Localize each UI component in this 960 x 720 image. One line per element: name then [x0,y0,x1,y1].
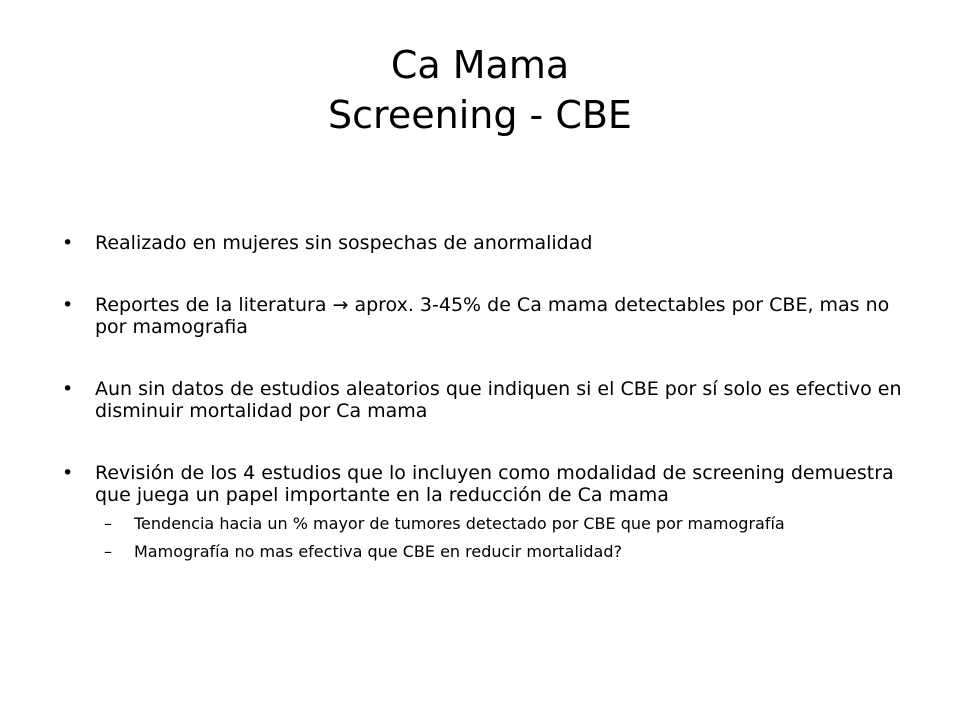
title-line-1: Ca Mama [390,43,570,87]
bullet-dot-icon: • [62,462,74,484]
dash-icon: – [104,542,112,561]
bullet-item [62,462,902,506]
bullet-item [62,378,902,422]
bullet-text: Reportes de la literatura → aprox. 3-45% de Ca mama detectables por CBE, mas no por mamografia [95,294,890,338]
slide-body [62,232,902,570]
bullet-item [62,294,902,338]
sub-bullet-text: Mamografía no mas efectiva que CBE en reducir mortalidad? [134,542,622,561]
sub-bullet-list [62,514,902,561]
title-line-2: Screening - CBE [328,93,632,137]
bullet-dot-icon: • [62,232,74,254]
sub-bullet-item [62,542,902,561]
dash-icon: – [104,514,112,533]
sub-bullet-text: Tendencia hacia un % mayor de tumores detectado por CBE que por mamografía [134,514,785,533]
bullet-dot-icon: • [62,378,74,400]
sub-bullet-item [62,514,902,533]
bullet-text: Realizado en mujeres sin sospechas de anormalidad [95,232,593,254]
bullet-text: Aun sin datos de estudios aleatorios que indiquen si el CBE por sí solo es efectivo en disminuir mortalidad por Ca mama [95,378,902,422]
slide-title [60,40,900,140]
bullet-dot-icon: • [62,294,74,316]
bullet-text: Revisión de los 4 estudios que lo incluyen como modalidad de screening demuestra que juega un papel importante en la reducción de Ca mama [95,462,894,506]
bullet-item [62,232,902,254]
